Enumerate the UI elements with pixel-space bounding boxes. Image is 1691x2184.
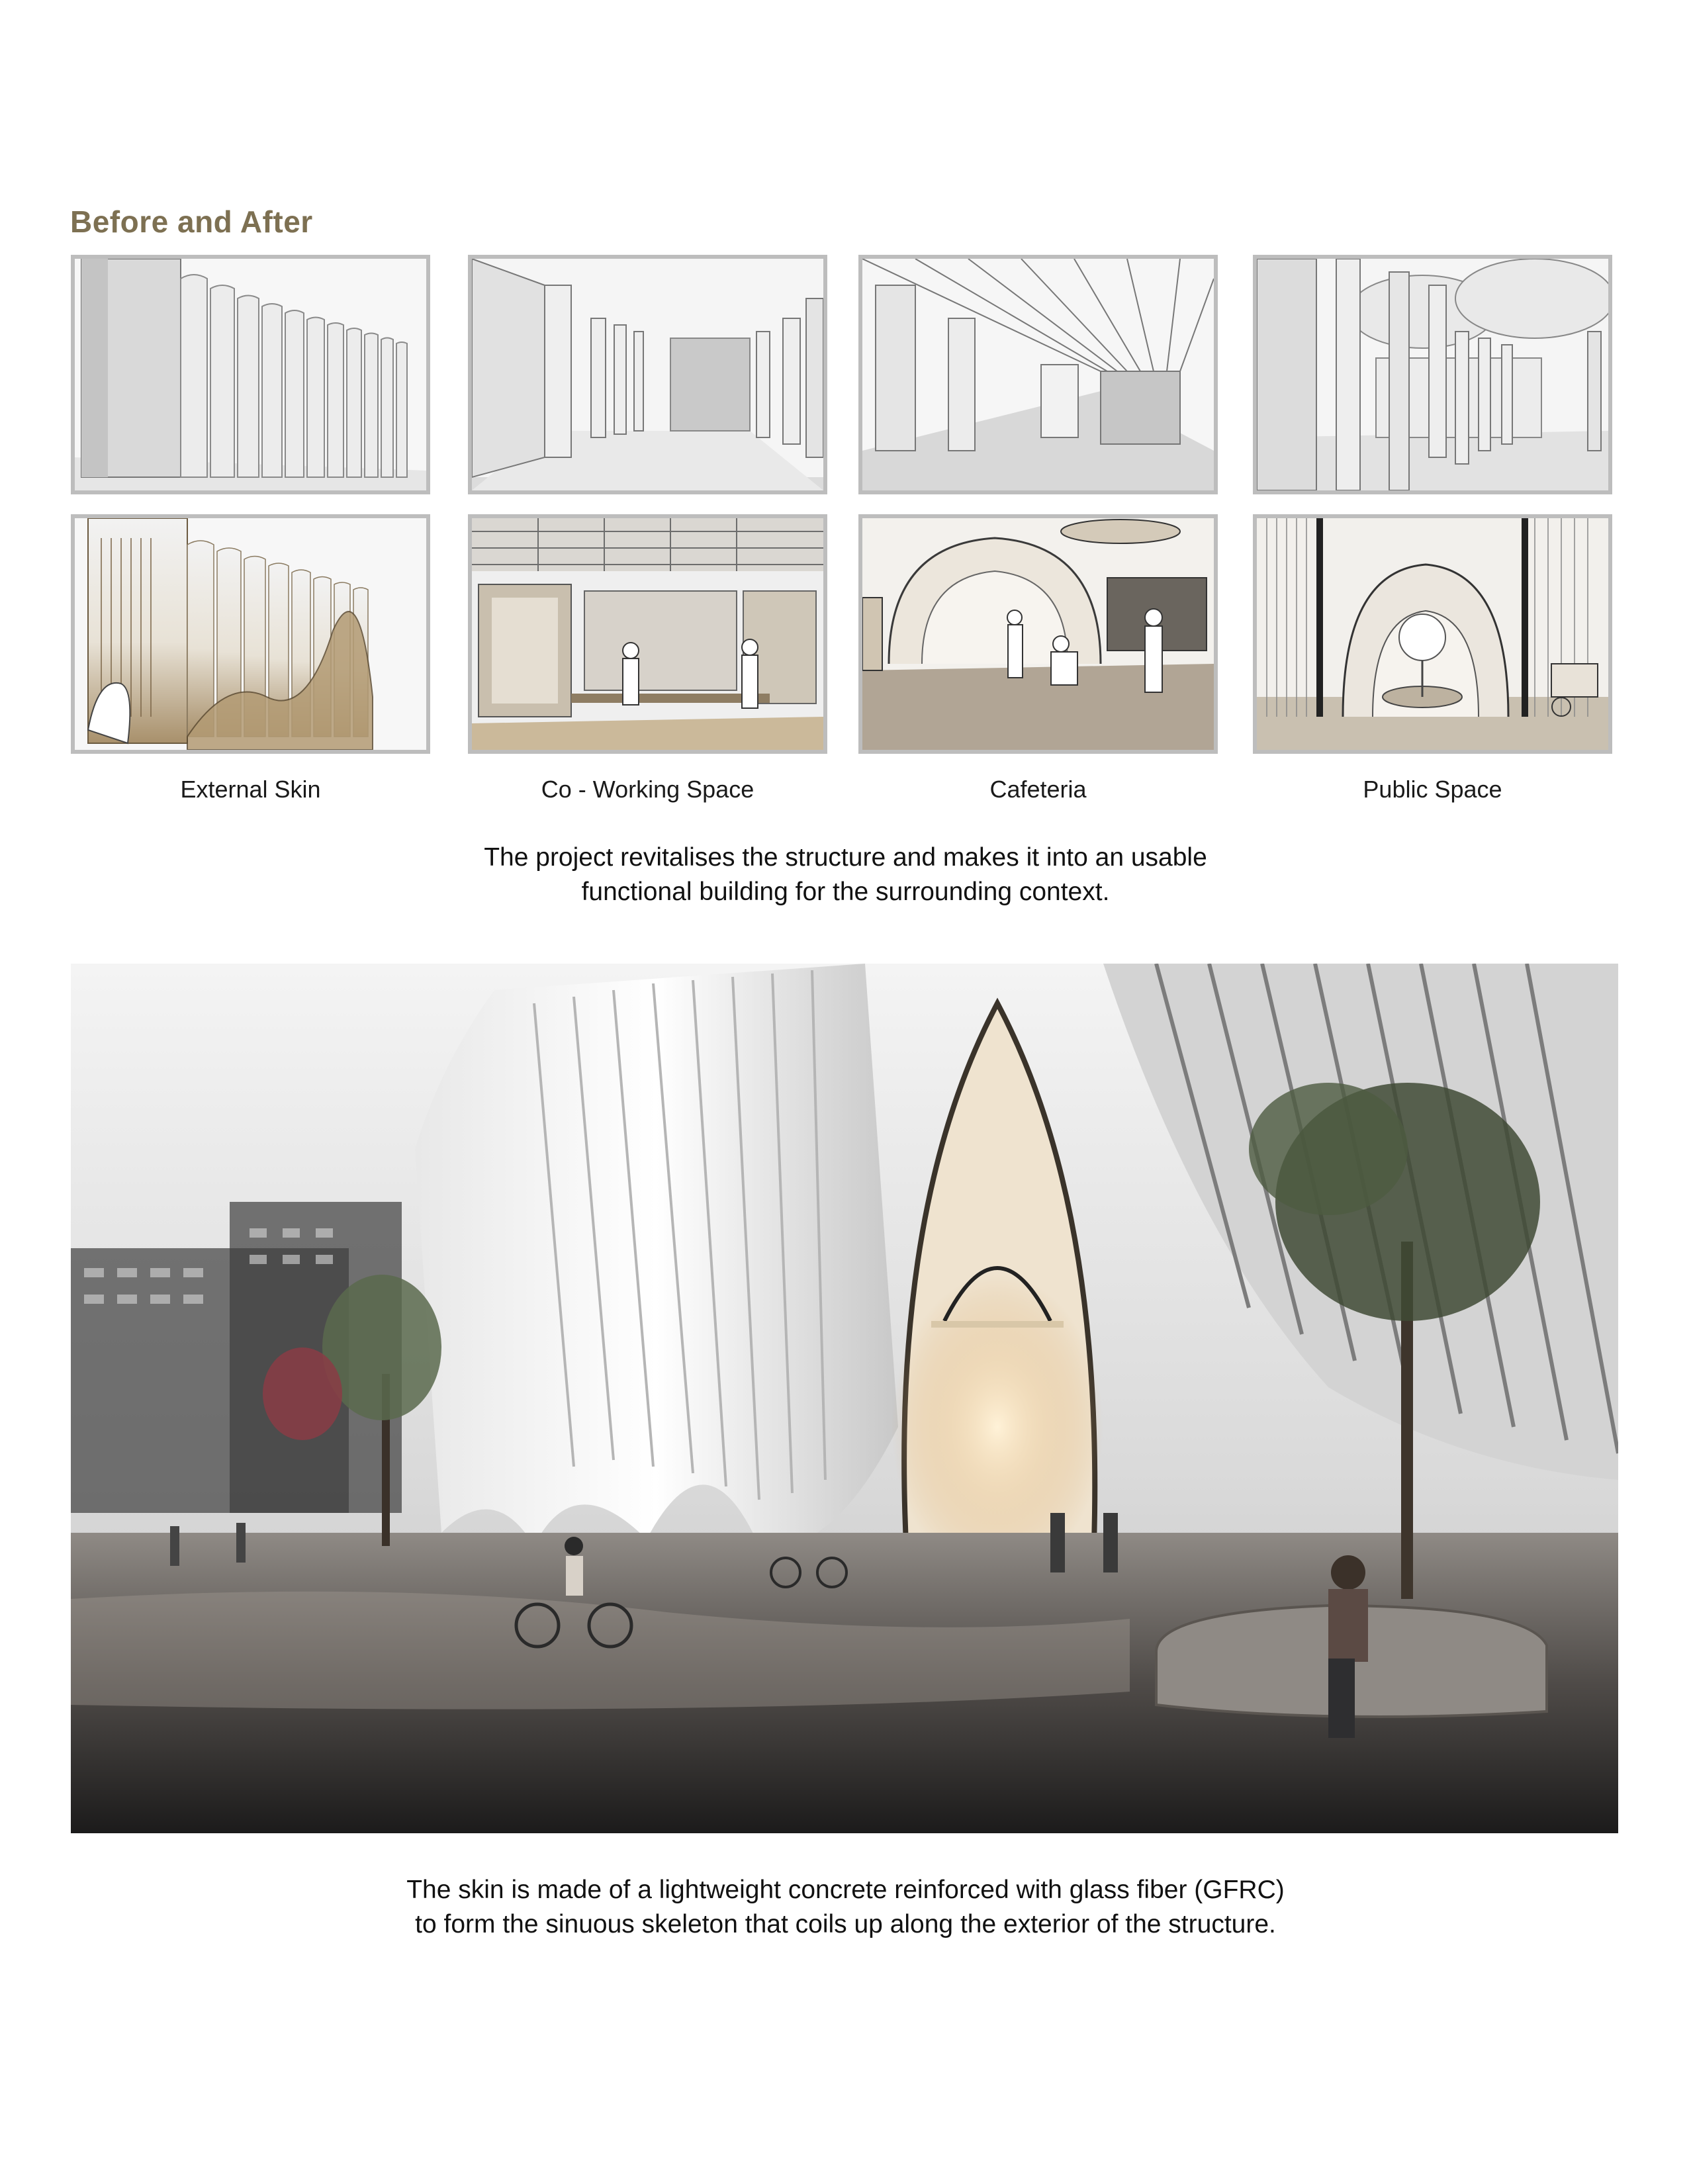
project-description-line-1: The project revitalises the structure and makes it into an usable (484, 843, 1207, 872)
skin-description-line-1: The skin is made of a lightweight concrete reinforced with glass fiber (GFRC) (406, 1876, 1285, 1904)
project-description-line-2: functional building for the surrounding context. (581, 878, 1110, 906)
caption-public-space: Public Space (1363, 776, 1502, 803)
before-cafeteria-render (858, 255, 1218, 494)
project-description (0, 841, 1691, 909)
caption-co-working-space: Co - Working Space (541, 776, 754, 803)
caption-external-skin: External Skin (180, 776, 321, 803)
section-heading: Before and After (70, 205, 313, 239)
before-co-working-render (468, 255, 827, 494)
after-co-working-render (468, 514, 827, 754)
before-external-skin-render (71, 255, 430, 494)
caption-cafeteria: Cafeteria (989, 776, 1087, 803)
skin-description (0, 1873, 1691, 1942)
after-external-skin-render (71, 514, 430, 754)
exterior-hero-render (71, 964, 1618, 1833)
skin-description-line-2: to form the sinuous skeleton that coils up along the exterior of the structure. (415, 1910, 1276, 1938)
before-public-space-render (1253, 255, 1612, 494)
after-cafeteria-render (858, 514, 1218, 754)
after-public-space-render (1253, 514, 1612, 754)
